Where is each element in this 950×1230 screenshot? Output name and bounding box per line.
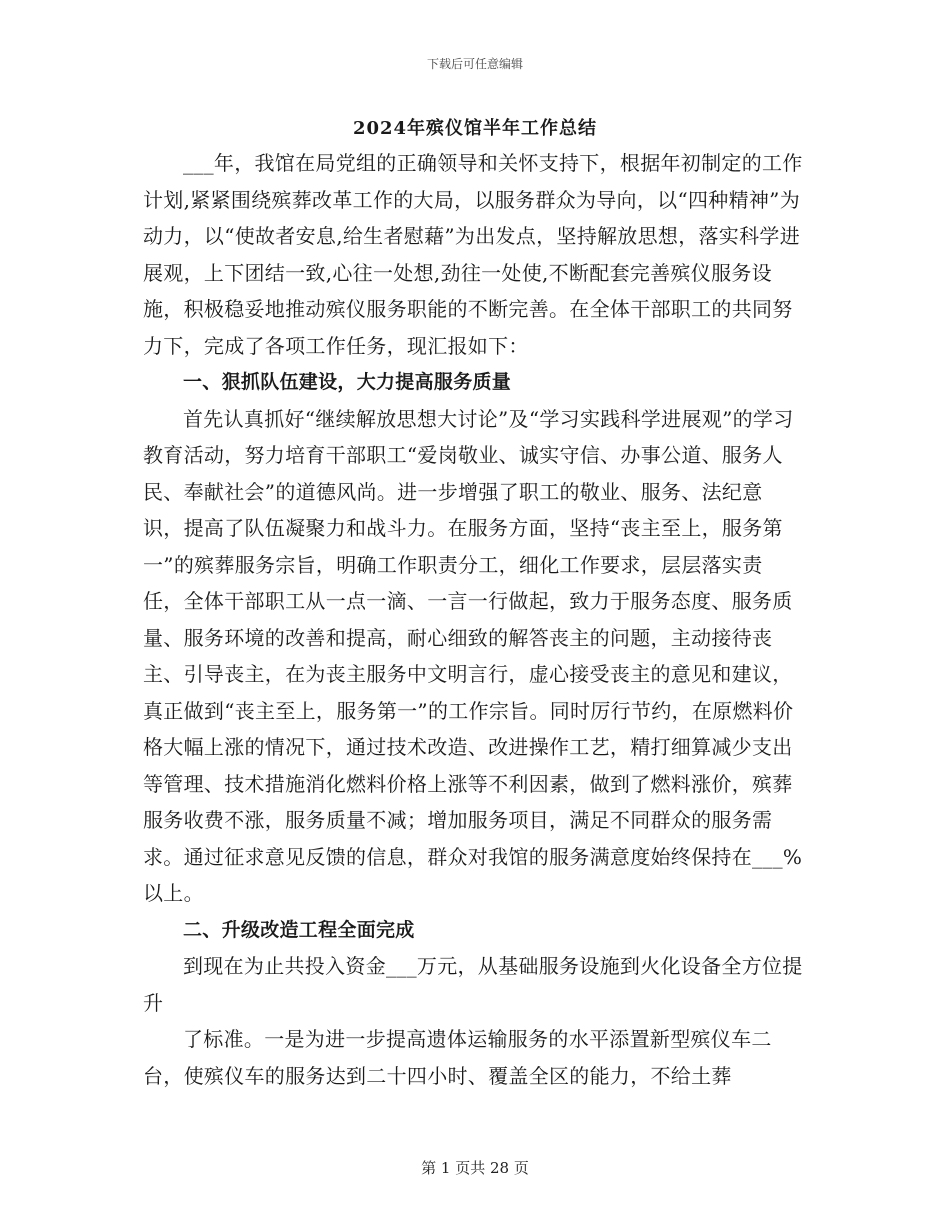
- section-2-paragraph-1: 到现在为止共投入资金___万元，从基础服务设施到火化设备全方位提升: [143, 954, 803, 1015]
- intro-paragraph: ___年，我馆在局党组的正确领导和关怀支持下，根据年初制定的工作计划,紧紧围绕殡葬改革工作的大局，以服务群众为导向，以“四种精神”为动力，以“使故者安息,给生者慰藉”为出发点，坚持解放思想，落实科学进展观，上下团结一致,心往一处想,劲往一处使,不断配套完善殡仪服务设施，积极稳妥地推动殡仪服务职能的不断完善。在全体干部职工的共同努力下，完成了各项工作任务，现汇报如下：: [143, 151, 803, 358]
- section-1-paragraph: 首先认真抓好“继续解放思想大讨论”及“学习实践科学进展观”的学习教育活动，努力培育干部职工“爱岗敬业、诚实守信、办事公道、服务人民、奉献社会”的道德风尚。进一步增强了职工的敬业、服务、法纪意识，提高了队伍凝聚力和战斗力。在服务方面，坚持“丧主至上，服务第一”的殡葬服务宗旨，明确工作职责分工，细化工作要求，层层落实责任，全体干部职工从一点一滴、一言一行做起，致力于服务态度、服务质量、服务环境的改善和提高，耐心细致的解答丧主的问题，主动接待丧主、引导丧主，在为丧主服务中文明言行，虚心接受丧主的意见和建议，真正做到“丧主至上，服务第一”的工作宗旨。同时厉行节约，在原燃料价格大幅上涨的情况下，通过技术改造、改进操作工艺，精打细算减少支出等管理、技术措施消化燃料价格上涨等不利因素，做到了燃料涨价，殡葬服务收费不涨，服务质量不减；增加服务项目，满足不同群众的服务需求。通过征求意见反馈的信息，群众对我馆的服务满意度始终保持在___%以上。: [143, 406, 803, 905]
- section-1-heading: 一、狠抓队伍建设，大力提高服务质量: [183, 371, 512, 393]
- page-number: 第 1 页共 28 页: [421, 1159, 529, 1177]
- document-body: [143, 145, 803, 1094]
- document-title: 2024年殡仪馆半年工作总结: [352, 118, 598, 139]
- header-note: 下载后可任意编辑: [426, 57, 523, 71]
- section-2-heading: 二、升级改造工程全面完成: [183, 918, 415, 941]
- section-2-paragraph-2: 了标准。一是为进一步提高遗体运输服务的水平添置新型殡仪车二台，使殡仪车的服务达到二十四小时、覆盖全区的能力，不给土葬: [143, 1027, 772, 1088]
